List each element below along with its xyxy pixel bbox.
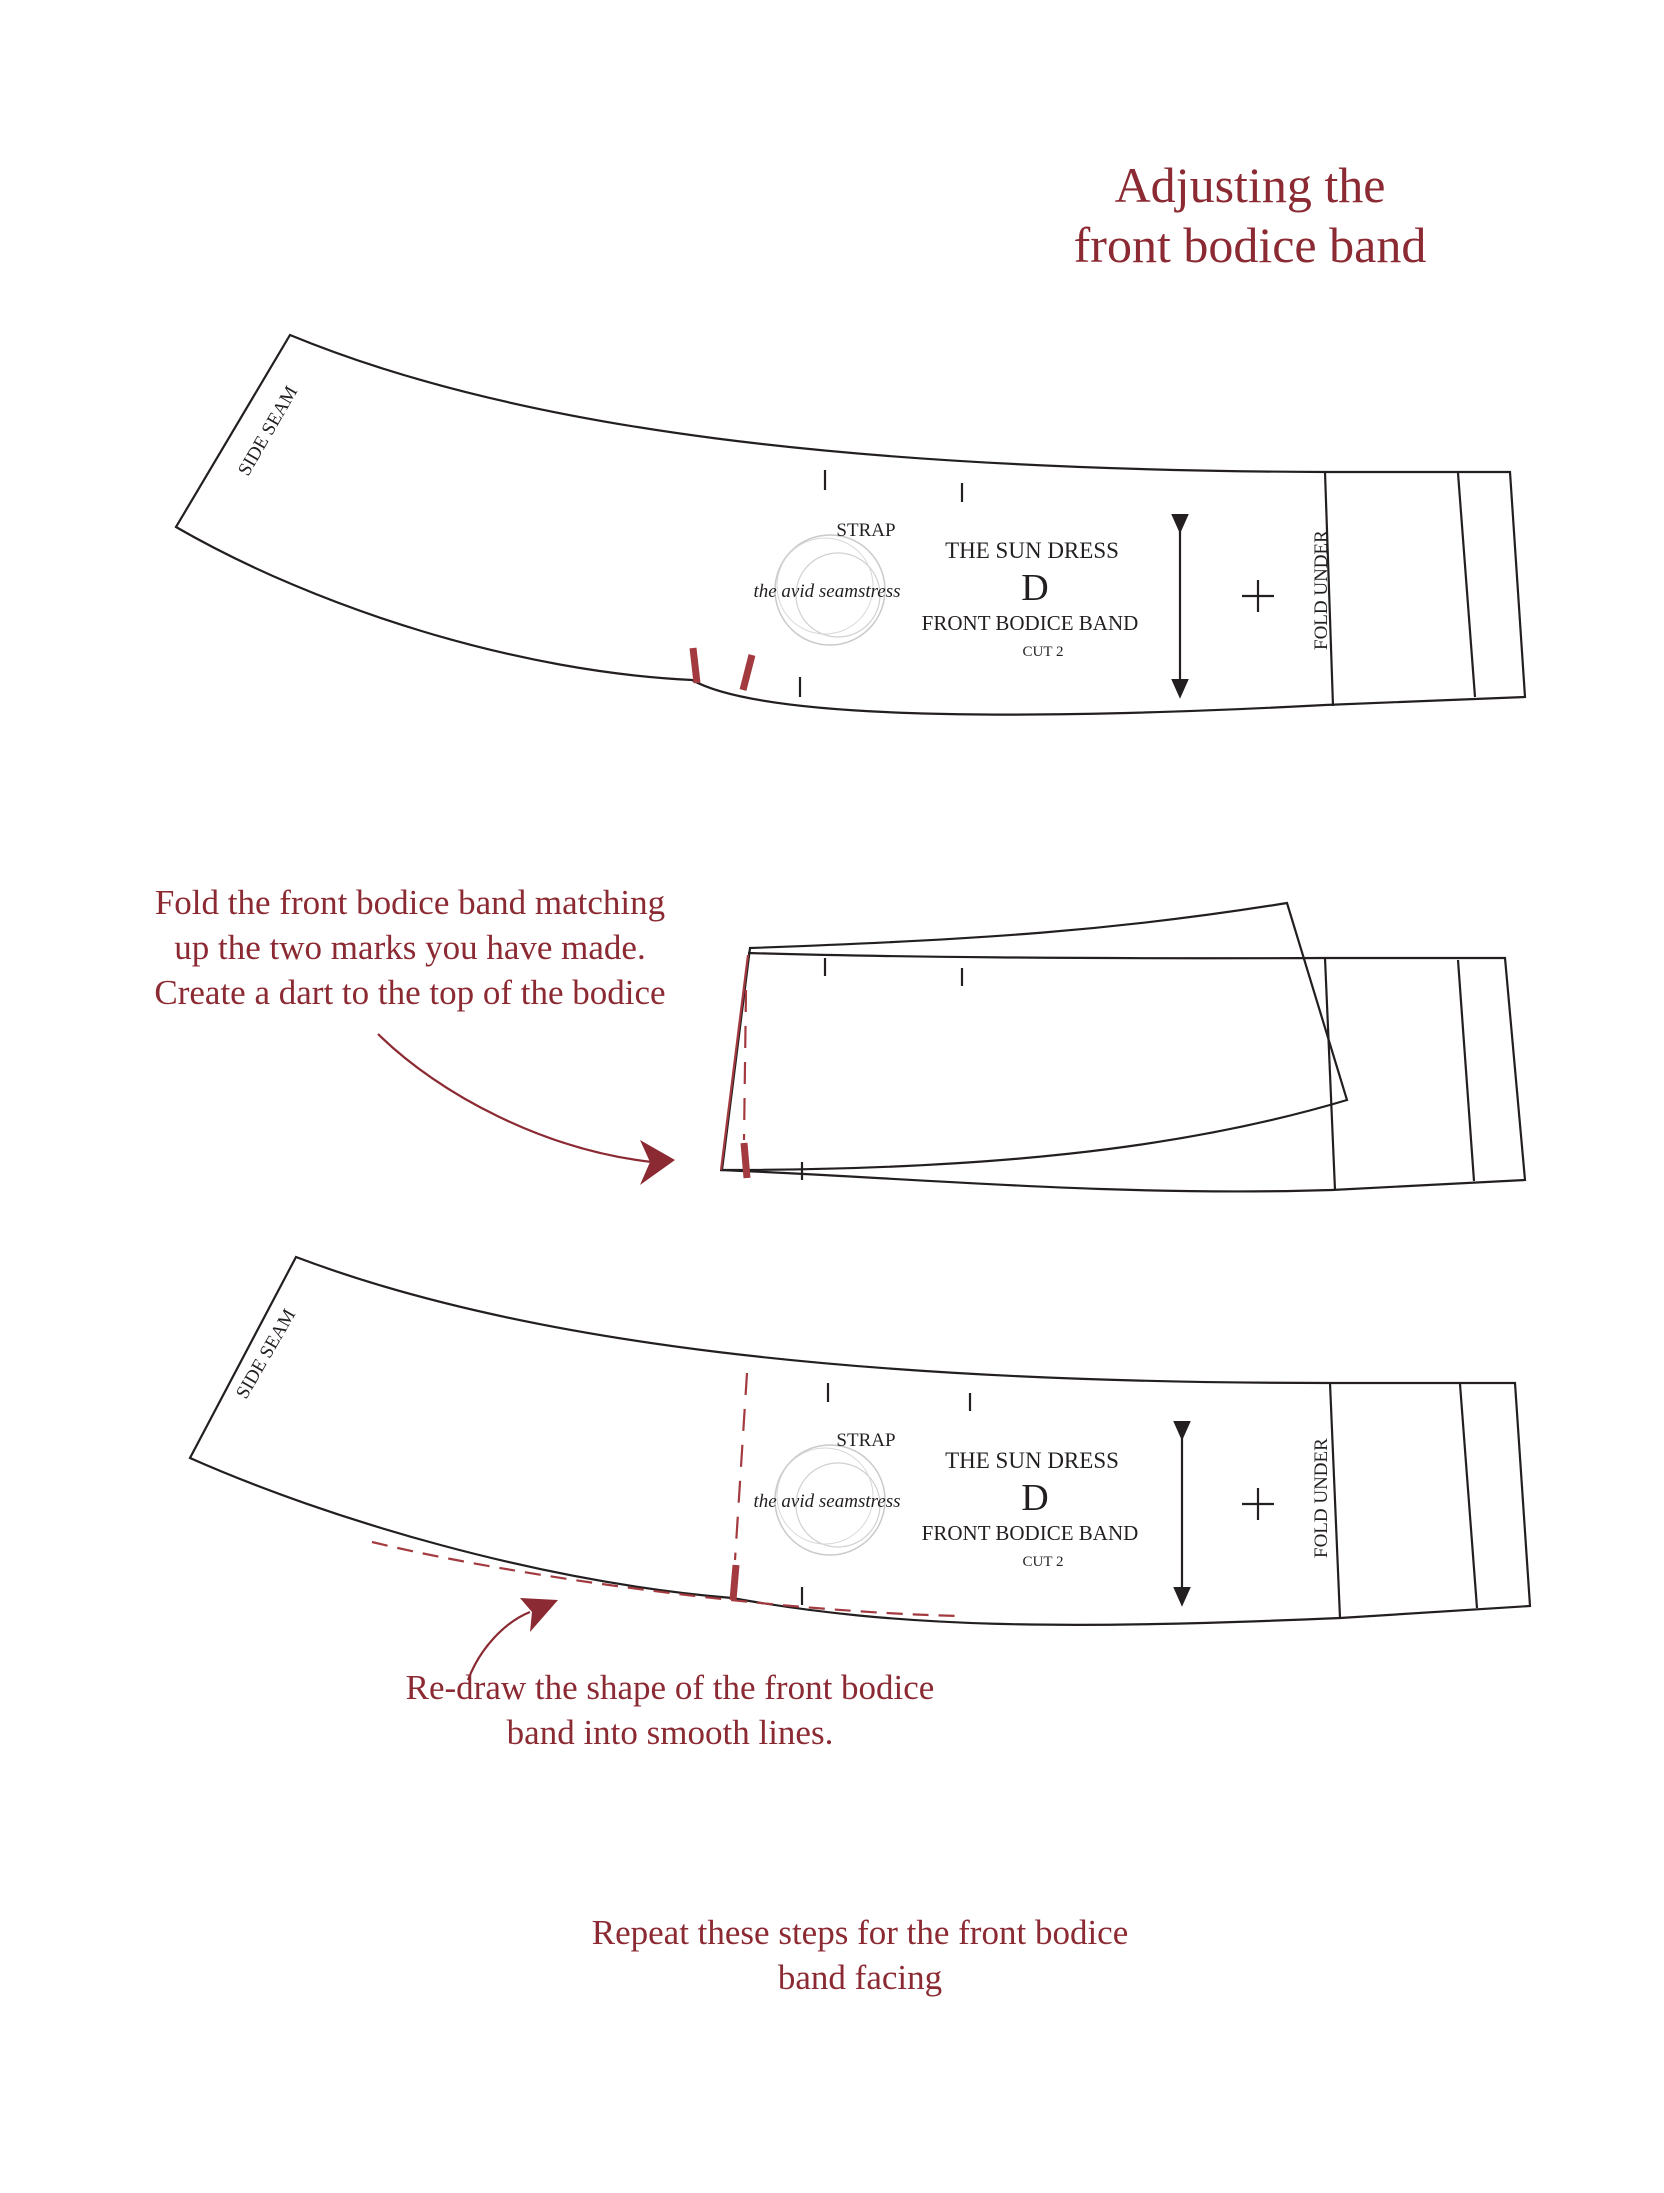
pattern-piece-redrawn: [190, 1257, 1530, 1680]
title-line: front bodice band: [1073, 217, 1427, 273]
red-mark: [693, 648, 697, 683]
instruction-line: band facing: [777, 1958, 943, 1997]
instruction-line: Repeat these steps for the front bodice: [591, 1913, 1129, 1952]
pattern-piece-original: [176, 335, 1525, 715]
watermark-text: the avid seamstress: [753, 581, 901, 602]
folded-flap: [722, 903, 1347, 1170]
base-outline: [720, 953, 1525, 1191]
instruction-line: up the two marks you have made.: [174, 928, 646, 967]
dart-line: [744, 990, 746, 1140]
piece-name: FRONT BODICE BAND: [921, 611, 1139, 635]
red-mark: [743, 655, 752, 690]
side-seam-label: SIDE SEAM: [232, 1305, 301, 1403]
piece-letter: D: [1021, 567, 1049, 609]
dress-name: THE SUN DRESS: [945, 1448, 1119, 1473]
title-line: Adjusting the: [1114, 157, 1386, 213]
fold-line: [1325, 958, 1335, 1190]
hem-line: [1460, 1384, 1477, 1608]
red-mark: [733, 1565, 736, 1600]
fold-label: FOLD UNDER: [1311, 1438, 1332, 1558]
side-seam-label: SIDE SEAM: [234, 382, 303, 480]
pattern-piece-folded: [378, 903, 1525, 1191]
instruction-line: Create a dart to the top of the bodice: [154, 973, 666, 1012]
hem-line: [1458, 960, 1474, 1181]
callout-arrow: [378, 1034, 652, 1162]
callout-arrow: [468, 1612, 530, 1680]
red-mark: [744, 1143, 747, 1178]
cut-info: CUT 2: [1022, 1554, 1064, 1570]
strap-label: STRAP: [836, 1430, 896, 1451]
cut-info: CUT 2: [1022, 644, 1064, 660]
fold-label: FOLD UNDER: [1311, 530, 1332, 650]
watermark-text: the avid seamstress: [753, 1491, 901, 1512]
smoothed-edge: [372, 1542, 960, 1616]
strap-label: STRAP: [836, 520, 896, 541]
instruction-line: Fold the front bodice band matching: [154, 883, 666, 922]
instruction-line: Re-draw the shape of the front bodice: [405, 1668, 935, 1707]
piece-name: FRONT BODICE BAND: [921, 1521, 1139, 1545]
arrowhead: [640, 1140, 675, 1185]
dart-line: [735, 1373, 747, 1560]
instruction-line: band into smooth lines.: [506, 1713, 834, 1752]
hem-line: [1458, 473, 1475, 697]
piece-letter: D: [1021, 1477, 1049, 1519]
dress-name: THE SUN DRESS: [945, 538, 1119, 563]
